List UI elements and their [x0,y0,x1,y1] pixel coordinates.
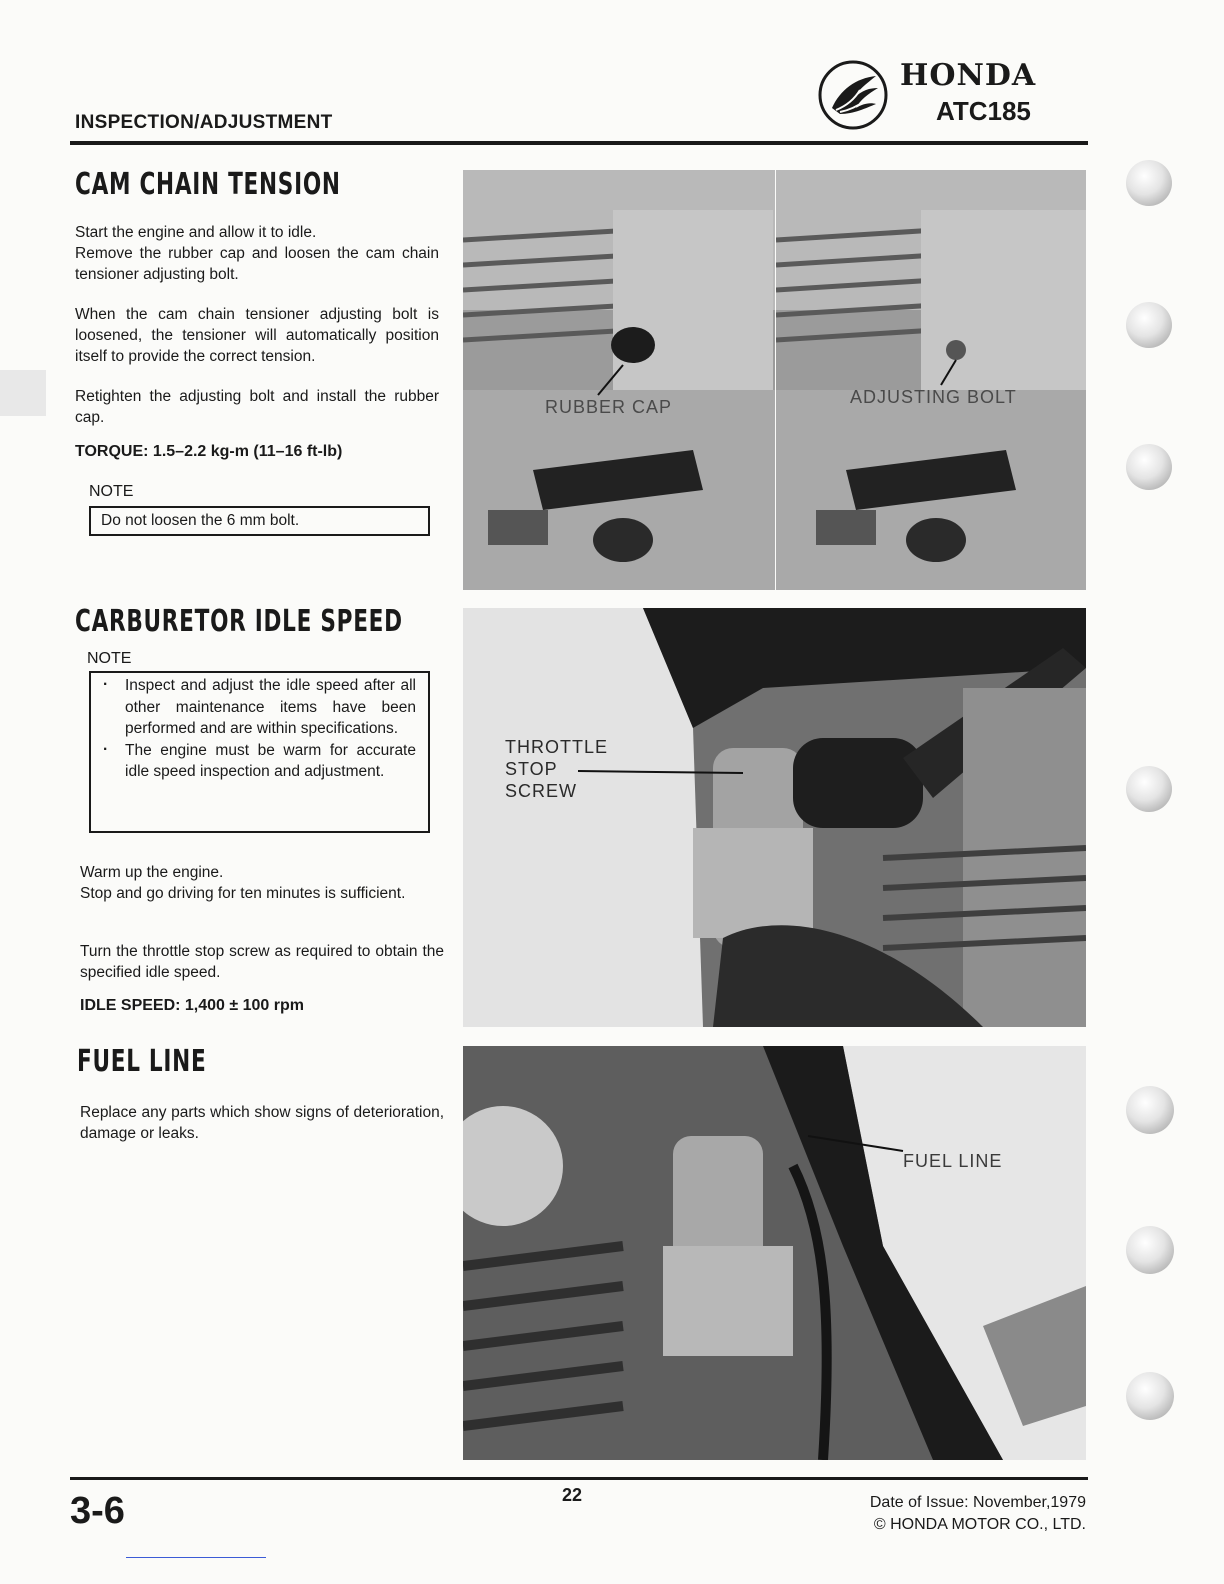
copyright: © HONDA MOTOR CO., LTD. [873,1516,1086,1533]
page-code: 3-6 [70,1490,125,1532]
scan-edge-mark [0,370,46,416]
carb-note-item: · The engine must be warm for accurate idle speed inspection and adjustment. [125,740,416,783]
cam-chain-note-label: NOTE [89,483,134,500]
photo-adjusting-bolt [776,170,1086,590]
model-name: ATC185 [936,96,1031,126]
carb-note-box [89,671,430,833]
cam-chain-step-1: Start the engine and allow it to idle. [75,224,317,241]
callout-throttle-line-1: THROTTLE [505,737,609,757]
binder-hole [1126,444,1172,490]
callout-fuel-line: FUEL LINE [903,1151,1003,1171]
footer-rule [70,1477,1088,1480]
carb-note-label: NOTE [87,650,132,667]
photo-rubber-cap [463,170,775,590]
issue-block [840,1492,1086,1536]
brand-name: HONDA [900,58,1037,93]
callout-rubber-cap: RUBBER CAP [545,397,673,417]
cam-chain-step-2: Remove the rubber cap and loosen the cam chain tensioner adjusting bolt. [75,245,439,283]
fuel-line-step-1: Replace any parts which show signs of deterioration, damage or leaks. [80,1104,444,1142]
cam-chain-note-box [89,506,430,536]
carb-step-3: Turn the throttle stop screw as required to obtain the specified idle speed. [80,943,444,981]
brand-block [818,58,1088,130]
header-rule [70,141,1088,145]
cam-chain-note-text: Do not loosen the 6 mm bolt. [101,512,300,529]
carb-note-item: · Inspect and adjust the idle speed after all other maintenance items have been performed and are within specifications. [125,675,416,740]
heading-carburetor-idle-speed: CARBURETOR IDLE SPEED [75,604,403,639]
cam-chain-step-4: Retighten the adjusting bolt and install the rubber cap. [75,388,439,426]
callout-adjusting-bolt: ADJUSTING BOLT [850,387,1017,407]
binder-hole [1126,160,1172,206]
page-number: 22 [562,1485,583,1505]
issue-date: Date of Issue: November,1979 [869,1494,1086,1511]
carb-note-list [95,675,416,783]
binder-hole [1126,766,1172,812]
torque-spec: TORQUE: 1.5–2.2 kg-m (11–16 ft-lb) [75,443,343,460]
heading-fuel-line: FUEL LINE [77,1044,207,1079]
scan-artifact-line [126,1557,266,1558]
binder-hole [1126,1086,1174,1134]
carb-step-1: Warm up the engine. [80,864,224,881]
idle-speed-spec: IDLE SPEED: 1,400 ± 100 rpm [80,997,304,1014]
photo-fuel-line [463,1046,1086,1460]
binder-hole [1126,302,1172,348]
cam-chain-step-3: When the cam chain tensioner adjusting bolt is loosened, the tensioner will automatically position itself to provide the correct tension. [75,306,439,365]
section-label: INSPECTION/ADJUSTMENT [75,112,333,133]
callout-throttle-line-2: STOP [505,759,558,779]
binder-hole [1126,1226,1174,1274]
honda-wing-logo-icon [818,60,888,130]
heading-cam-chain-tension: CAM CHAIN TENSION [75,167,341,202]
binder-hole [1126,1372,1174,1420]
photo-throttle-stop-screw [463,608,1086,1027]
carb-step-2: Stop and go driving for ten minutes is sufficient. [80,885,406,902]
callout-throttle-line-3: SCREW [505,781,577,801]
